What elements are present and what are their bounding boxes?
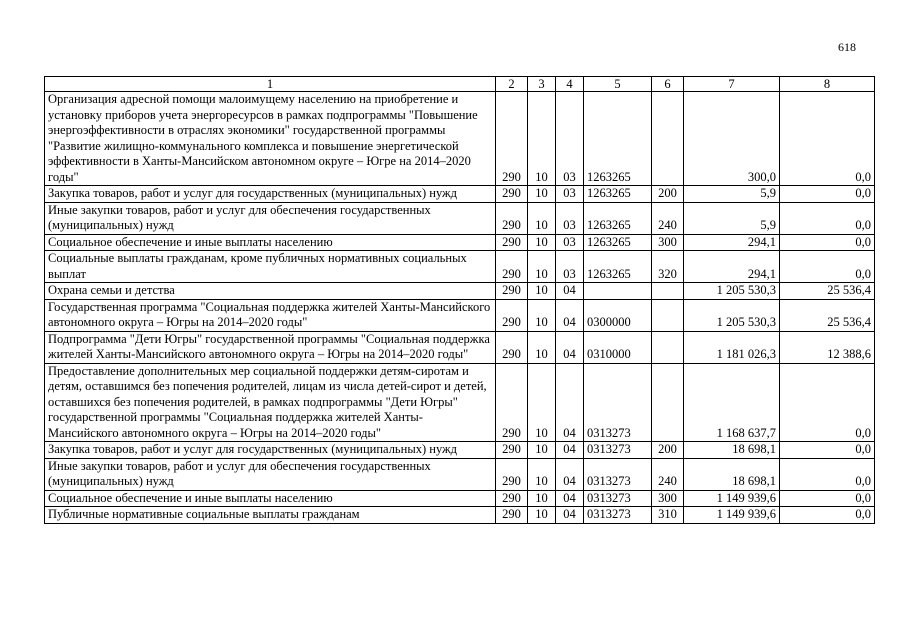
table-row <box>45 458 875 490</box>
cell-c6 <box>652 363 684 442</box>
cell-c2: 290 <box>496 234 528 251</box>
cell-c5 <box>584 283 652 300</box>
cell-c5: 0313273 <box>584 490 652 507</box>
cell-c2: 290 <box>496 92 528 186</box>
table-row <box>45 442 875 459</box>
table-row <box>45 234 875 251</box>
column-header: 3 <box>528 77 556 92</box>
column-header: 7 <box>684 77 780 92</box>
cell-c4: 03 <box>556 92 584 186</box>
cell-c2: 290 <box>496 202 528 234</box>
column-number-row <box>45 77 875 92</box>
cell-c7: 1 168 637,7 <box>684 363 780 442</box>
table-row <box>45 202 875 234</box>
cell-c2: 290 <box>496 490 528 507</box>
cell-c2: 290 <box>496 442 528 459</box>
cell-c3: 10 <box>528 299 556 331</box>
cell-c3: 10 <box>528 331 556 363</box>
cell-c3: 10 <box>528 442 556 459</box>
cell-c8: 0,0 <box>780 490 875 507</box>
cell-c7: 5,9 <box>684 186 780 203</box>
cell-c8: 0,0 <box>780 251 875 283</box>
row-name: Государственная программа "Социальная поддержка жителей Ханты-Мансийского автономного округа – Югры на 2014–2020 годы" <box>45 299 496 331</box>
cell-c8: 0,0 <box>780 234 875 251</box>
cell-c4: 03 <box>556 202 584 234</box>
cell-c5: 1263265 <box>584 234 652 251</box>
cell-c2: 290 <box>496 458 528 490</box>
cell-c3: 10 <box>528 363 556 442</box>
cell-c6: 300 <box>652 234 684 251</box>
cell-c5: 1263265 <box>584 186 652 203</box>
table-row <box>45 490 875 507</box>
cell-c8: 12 388,6 <box>780 331 875 363</box>
cell-c5: 1263265 <box>584 251 652 283</box>
cell-c4: 04 <box>556 299 584 331</box>
cell-c3: 10 <box>528 251 556 283</box>
cell-c2: 290 <box>496 363 528 442</box>
column-header: 5 <box>584 77 652 92</box>
cell-c8: 0,0 <box>780 92 875 186</box>
cell-c5: 0313273 <box>584 507 652 524</box>
row-name: Социальное обеспечение и иные выплаты населению <box>45 490 496 507</box>
cell-c2: 290 <box>496 283 528 300</box>
cell-c7: 18 698,1 <box>684 442 780 459</box>
row-name: Социальные выплаты гражданам, кроме публичных нормативных социальных выплат <box>45 251 496 283</box>
cell-c7: 1 149 939,6 <box>684 490 780 507</box>
cell-c5: 1263265 <box>584 202 652 234</box>
table-row <box>45 251 875 283</box>
row-name: Иные закупки товаров, работ и услуг для обеспечения государственных (муниципальных) нужд <box>45 202 496 234</box>
row-name: Закупка товаров, работ и услуг для государственных (муниципальных) нужд <box>45 186 496 203</box>
cell-c6 <box>652 92 684 186</box>
cell-c4: 04 <box>556 283 584 300</box>
cell-c5: 0313273 <box>584 458 652 490</box>
cell-c8: 25 536,4 <box>780 299 875 331</box>
cell-c6: 200 <box>652 442 684 459</box>
table-row <box>45 186 875 203</box>
cell-c7: 294,1 <box>684 251 780 283</box>
cell-c4: 04 <box>556 442 584 459</box>
cell-c4: 03 <box>556 186 584 203</box>
cell-c3: 10 <box>528 490 556 507</box>
cell-c5: 0300000 <box>584 299 652 331</box>
cell-c7: 1 149 939,6 <box>684 507 780 524</box>
cell-c7: 294,1 <box>684 234 780 251</box>
row-name: Подпрограмма "Дети Югры" государственной программы "Социальная поддержка жителей Ханты-Мансийского автономного округа – Югры на 2014–2020 годы" <box>45 331 496 363</box>
cell-c4: 03 <box>556 234 584 251</box>
cell-c6: 240 <box>652 202 684 234</box>
cell-c8: 0,0 <box>780 186 875 203</box>
cell-c5: 1263265 <box>584 92 652 186</box>
cell-c6: 240 <box>652 458 684 490</box>
cell-c3: 10 <box>528 507 556 524</box>
cell-c3: 10 <box>528 186 556 203</box>
row-name: Предоставление дополнительных мер социальной поддержки детям-сиротам и детям, оставшимся без попечения родителей, лицам из числа детей-сирот и детей, оставшихся без попечения родителей, в рамках подпрограммы "Дети Югры" государственной программы "Социальная поддержка жителей Ханты-Мансийского автономного округа – Югры на 2014–2020 годы" <box>45 363 496 442</box>
cell-c8: 0,0 <box>780 507 875 524</box>
row-name: Организация адресной помощи малоимущему населению на приобретение и установку приборов учета энергоресурсов в рамках подпрограммы "Повышение энергоэффективности в отраслях экономики" государственной программы "Развитие жилищно-коммунального комплекса и повышение энергетической эффективности в Ханты-Мансийском автономном округе – Югре на 2014–2020 годы" <box>45 92 496 186</box>
cell-c4: 04 <box>556 331 584 363</box>
table-row <box>45 507 875 524</box>
column-header: 2 <box>496 77 528 92</box>
cell-c7: 1 205 530,3 <box>684 299 780 331</box>
row-name: Охрана семьи и детства <box>45 283 496 300</box>
row-name: Публичные нормативные социальные выплаты гражданам <box>45 507 496 524</box>
cell-c8: 0,0 <box>780 202 875 234</box>
cell-c2: 290 <box>496 331 528 363</box>
cell-c5: 0313273 <box>584 442 652 459</box>
table-row <box>45 363 875 442</box>
cell-c6 <box>652 331 684 363</box>
cell-c6: 300 <box>652 490 684 507</box>
cell-c3: 10 <box>528 234 556 251</box>
cell-c7: 1 205 530,3 <box>684 283 780 300</box>
cell-c7: 300,0 <box>684 92 780 186</box>
page-number: 618 <box>838 40 856 54</box>
cell-c2: 290 <box>496 507 528 524</box>
cell-c6 <box>652 299 684 331</box>
cell-c3: 10 <box>528 283 556 300</box>
cell-c2: 290 <box>496 299 528 331</box>
cell-c6: 310 <box>652 507 684 524</box>
budget-table <box>44 76 875 524</box>
table-row <box>45 92 875 186</box>
cell-c4: 03 <box>556 251 584 283</box>
cell-c5: 0313273 <box>584 363 652 442</box>
cell-c4: 04 <box>556 490 584 507</box>
row-name: Закупка товаров, работ и услуг для государственных (муниципальных) нужд <box>45 442 496 459</box>
column-header: 6 <box>652 77 684 92</box>
table-row <box>45 331 875 363</box>
row-name: Иные закупки товаров, работ и услуг для обеспечения государственных (муниципальных) нужд <box>45 458 496 490</box>
cell-c7: 5,9 <box>684 202 780 234</box>
cell-c4: 04 <box>556 363 584 442</box>
table-row <box>45 283 875 300</box>
cell-c7: 18 698,1 <box>684 458 780 490</box>
cell-c5: 0310000 <box>584 331 652 363</box>
cell-c6 <box>652 283 684 300</box>
column-header: 1 <box>45 77 496 92</box>
cell-c4: 04 <box>556 507 584 524</box>
cell-c6: 320 <box>652 251 684 283</box>
cell-c3: 10 <box>528 92 556 186</box>
column-header: 8 <box>780 77 875 92</box>
row-name: Социальное обеспечение и иные выплаты населению <box>45 234 496 251</box>
cell-c3: 10 <box>528 202 556 234</box>
cell-c4: 04 <box>556 458 584 490</box>
table-row <box>45 299 875 331</box>
column-header: 4 <box>556 77 584 92</box>
cell-c8: 25 536,4 <box>780 283 875 300</box>
cell-c3: 10 <box>528 458 556 490</box>
cell-c2: 290 <box>496 251 528 283</box>
cell-c8: 0,0 <box>780 458 875 490</box>
cell-c8: 0,0 <box>780 363 875 442</box>
cell-c8: 0,0 <box>780 442 875 459</box>
cell-c2: 290 <box>496 186 528 203</box>
cell-c6: 200 <box>652 186 684 203</box>
cell-c7: 1 181 026,3 <box>684 331 780 363</box>
